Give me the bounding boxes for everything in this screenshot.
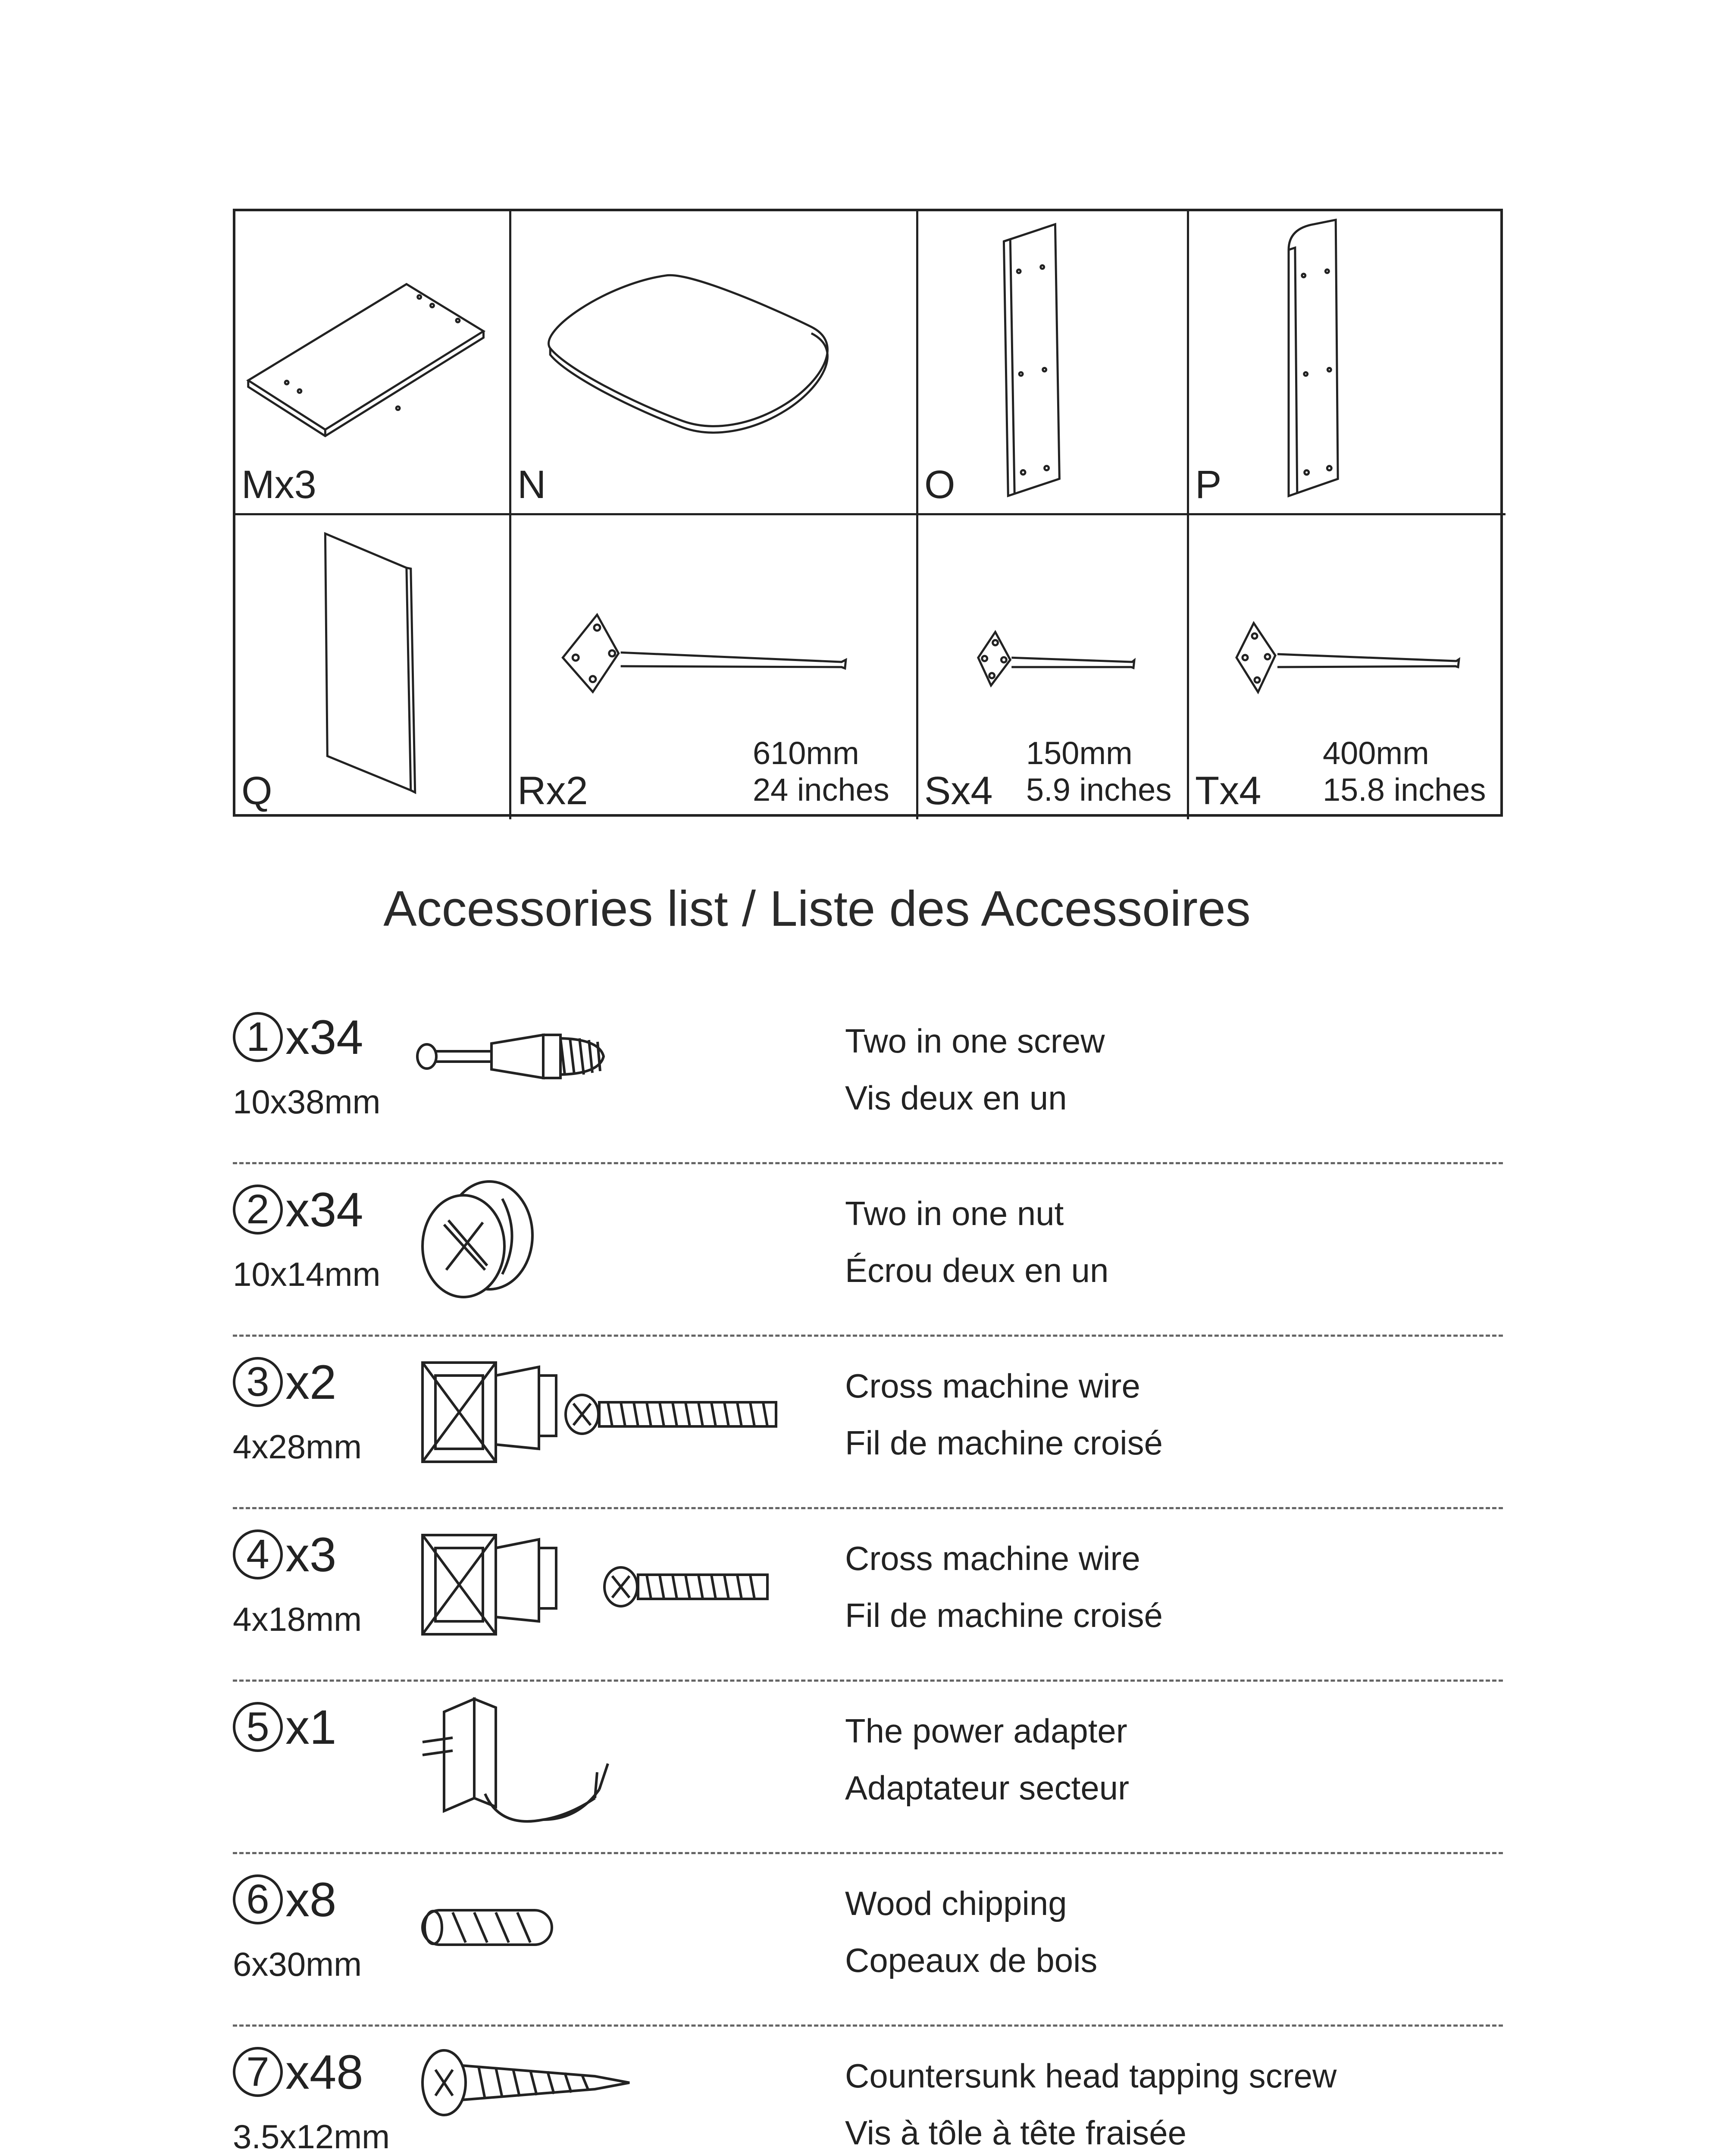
description-en: The power adapter: [845, 1712, 1127, 1750]
accessory-size: 10x14mm: [233, 1255, 381, 1293]
accessory-size: 4x28mm: [233, 1428, 362, 1466]
accessory-size: 3.5x12mm: [233, 2118, 390, 2156]
part-label: Rx2: [517, 769, 588, 813]
accessory-size: 4x18mm: [233, 1600, 362, 1638]
part-dimensions: [1323, 735, 1486, 808]
accessory-description: [845, 1185, 1108, 1299]
quantity-text: x8: [285, 1872, 337, 1927]
two-in-one-screw-icon: [414, 1000, 888, 1147]
quantity-text: x1: [285, 1700, 337, 1754]
accessory-description: [845, 1875, 1097, 1989]
description-fr: Vis à tôle à tête fraisée: [845, 2114, 1187, 2152]
description-en: Wood chipping: [845, 1884, 1067, 1922]
accessory-quantity: [233, 2044, 363, 2100]
item-number-badge: 6: [233, 1874, 283, 1924]
part-cell-s: [918, 515, 1189, 819]
item-number-badge: 7: [233, 2047, 283, 2097]
accessory-quantity: [233, 1526, 336, 1583]
dimension-inches: 5.9 inches: [1026, 771, 1172, 808]
part-cell-p: [1189, 211, 1506, 515]
dimension-mm: 610mm: [753, 735, 859, 771]
back-panel-illustration: [235, 515, 509, 819]
accessory-description: [845, 1357, 1163, 1471]
part-label: Q: [241, 769, 272, 813]
part-cell-q: [235, 515, 511, 819]
accessory-row-5: [233, 1682, 1503, 1854]
accessory-quantity: [233, 1009, 363, 1065]
item-number-badge: 5: [233, 1702, 283, 1752]
side-panel-illustration: [918, 211, 1187, 513]
accessory-size: 10x38mm: [233, 1083, 381, 1121]
part-label: N: [517, 463, 546, 507]
quantity-text: x3: [285, 1527, 337, 1582]
seat-board-illustration: [511, 211, 916, 513]
description-fr: Fil de machine croisé: [845, 1596, 1163, 1634]
description-fr: Écrou deux en un: [845, 1251, 1109, 1289]
dimension-inches: 24 inches: [753, 771, 889, 808]
quantity-text: x48: [285, 2045, 363, 2099]
description-en: Countersunk head tapping screw: [845, 2057, 1337, 2095]
accessory-size: 6x30mm: [233, 1945, 362, 1983]
knob-and-short-screw-icon: [414, 1518, 888, 1664]
item-number-badge: 4: [233, 1529, 283, 1579]
quantity-text: x2: [285, 1355, 337, 1409]
accessory-description: [845, 1530, 1163, 1644]
dimension-mm: 400mm: [1323, 735, 1429, 771]
part-cell-r: [511, 515, 918, 819]
parts-grid: [233, 209, 1503, 817]
side-panel-rounded-illustration: [1189, 211, 1506, 513]
part-cell-t: [1189, 515, 1506, 819]
wooden-dowel-icon: [414, 1863, 888, 2009]
part-label: Sx4: [924, 769, 993, 813]
accessory-quantity: [233, 1871, 336, 1927]
description-en: Two in one nut: [845, 1194, 1064, 1232]
accessory-description: [845, 1012, 1105, 1126]
accessory-row-7: [233, 2027, 1503, 2156]
description-fr: Fil de machine croisé: [845, 1424, 1163, 1462]
quantity-text: x34: [285, 1182, 363, 1237]
accessory-row-6: [233, 1854, 1503, 2027]
accessory-description: [845, 1702, 1129, 1816]
accessory-row-3: [233, 1337, 1503, 1509]
dimension-mm: 150mm: [1026, 735, 1133, 771]
accessory-quantity: [233, 1699, 336, 1755]
accessory-quantity: [233, 1354, 336, 1410]
power-adapter-icon: [414, 1690, 888, 1837]
accessories-title: Accessories list / Liste des Accessoires: [383, 881, 1251, 937]
description-en: Cross machine wire: [845, 1367, 1140, 1405]
part-dimensions: [753, 735, 889, 808]
accessory-description: [845, 2047, 1337, 2156]
short-tapping-screw-icon: [414, 2035, 888, 2156]
part-dimensions: [1026, 735, 1171, 808]
part-label: Tx4: [1195, 769, 1261, 813]
part-label: P: [1195, 463, 1222, 507]
accessory-row-4: [233, 1509, 1503, 1682]
item-number-badge: 3: [233, 1357, 283, 1407]
dimension-inches: 15.8 inches: [1323, 771, 1486, 808]
accessory-row-1: [233, 992, 1503, 1164]
part-label: O: [924, 463, 955, 507]
item-number-badge: 2: [233, 1185, 283, 1235]
description-en: Two in one screw: [845, 1022, 1105, 1060]
description-en: Cross machine wire: [845, 1539, 1140, 1577]
knob-and-long-screw-icon: [414, 1345, 888, 1492]
part-cell-n: [511, 211, 918, 515]
part-cell-m: [235, 211, 511, 515]
accessory-quantity: [233, 1181, 363, 1238]
part-cell-o: [918, 211, 1189, 515]
quantity-text: x34: [285, 1010, 363, 1064]
description-fr: Adaptateur secteur: [845, 1769, 1130, 1807]
description-fr: Vis deux en un: [845, 1079, 1067, 1117]
accessory-row-2: [233, 1164, 1503, 1337]
part-label: Mx3: [241, 463, 316, 507]
item-number-badge: 1: [233, 1012, 283, 1062]
description-fr: Copeaux de bois: [845, 1941, 1098, 1979]
cam-nut-icon: [414, 1173, 888, 1319]
